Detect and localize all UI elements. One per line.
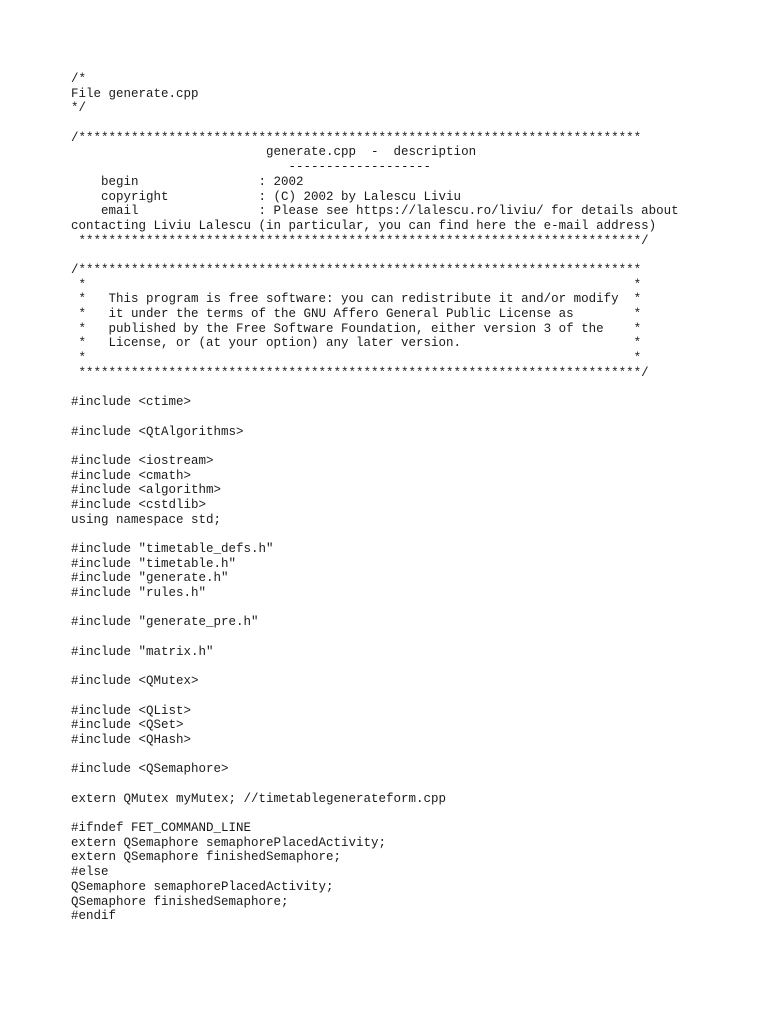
code-line (71, 660, 679, 675)
code-line (71, 380, 679, 395)
code-line: #include <QHash> (71, 732, 192, 747)
code-line: /*************************************************************************** (71, 262, 642, 277)
code-line: #include <QList> (71, 703, 192, 718)
code-line: #include <QtAlgorithms> (71, 424, 244, 439)
code-line: * * (71, 351, 642, 366)
code-line (71, 689, 679, 704)
code-line: generate.cpp - description (71, 145, 477, 160)
code-line: extern QMutex myMutex; //timetablegenerateform.cpp (71, 791, 447, 806)
code-line: #include <QSet> (71, 718, 184, 733)
code-line: #else (71, 865, 109, 880)
code-line: #include <cmath> (71, 468, 192, 483)
code-line: copyright : (C) 2002 by Lalescu Liviu (71, 189, 462, 204)
code-line (71, 806, 679, 821)
code-line: extern QSemaphore semaphorePlacedActivity; (71, 835, 387, 850)
code-line: QSemaphore semaphorePlacedActivity; (71, 879, 334, 894)
code-line: ***************************************************************************/ (71, 365, 649, 380)
code-line (71, 527, 679, 542)
code-line: #include "rules.h" (71, 586, 207, 601)
code-line (71, 116, 679, 131)
code-line: begin : 2002 (71, 174, 304, 189)
code-line: extern QSemaphore finishedSemaphore; (71, 850, 342, 865)
code-line: #include "timetable.h" (71, 556, 237, 571)
code-line (71, 630, 679, 645)
code-line: #include <ctime> (71, 395, 192, 410)
code-line: #include <iostream> (71, 453, 214, 468)
code-line: #endif (71, 909, 117, 924)
code-line: email : Please see https://lalescu.ro/liviu/ for details about (71, 204, 679, 219)
code-line: #include "matrix.h" (71, 644, 214, 659)
code-line: /* (71, 72, 87, 86)
code-line: contacting Liviu Lalescu (in particular, you can find here the e-mail address) (71, 218, 657, 233)
code-line: #include <cstdlib> (71, 497, 207, 512)
code-line (71, 601, 679, 616)
code-line (71, 777, 679, 792)
code-line (71, 439, 679, 454)
code-line: using namespace std; (71, 512, 222, 527)
code-line: */ (71, 101, 87, 116)
code-line: ------------------- (71, 160, 432, 175)
source-code-text (71, 72, 679, 924)
code-line: * published by the Free Software Foundation, either version 3 of the * (71, 321, 642, 336)
code-line: QSemaphore finishedSemaphore; (71, 894, 289, 909)
code-line: #include <algorithm> (71, 483, 222, 498)
code-line: #include "generate.h" (71, 571, 229, 586)
code-line: #include <QMutex> (71, 674, 199, 689)
code-line: * * (71, 277, 642, 292)
code-line: /*************************************************************************** (71, 130, 642, 145)
code-line: #include "generate_pre.h" (71, 615, 259, 630)
code-line: #ifndef FET_COMMAND_LINE (71, 821, 252, 836)
code-line (71, 748, 679, 763)
code-line: ***************************************************************************/ (71, 233, 649, 248)
code-line: * it under the terms of the GNU Affero General Public License as * (71, 307, 642, 321)
code-line: * This program is free software: you can redistribute it and/or modify * (71, 292, 642, 307)
code-line: #include <QSemaphore> (71, 762, 229, 777)
code-line: * License, or (at your option) any later version. * (71, 336, 642, 351)
code-line: File generate.cpp (71, 86, 199, 101)
code-line (71, 248, 679, 263)
code-line: #include "timetable_defs.h" (71, 542, 274, 556)
code-line (71, 410, 679, 425)
